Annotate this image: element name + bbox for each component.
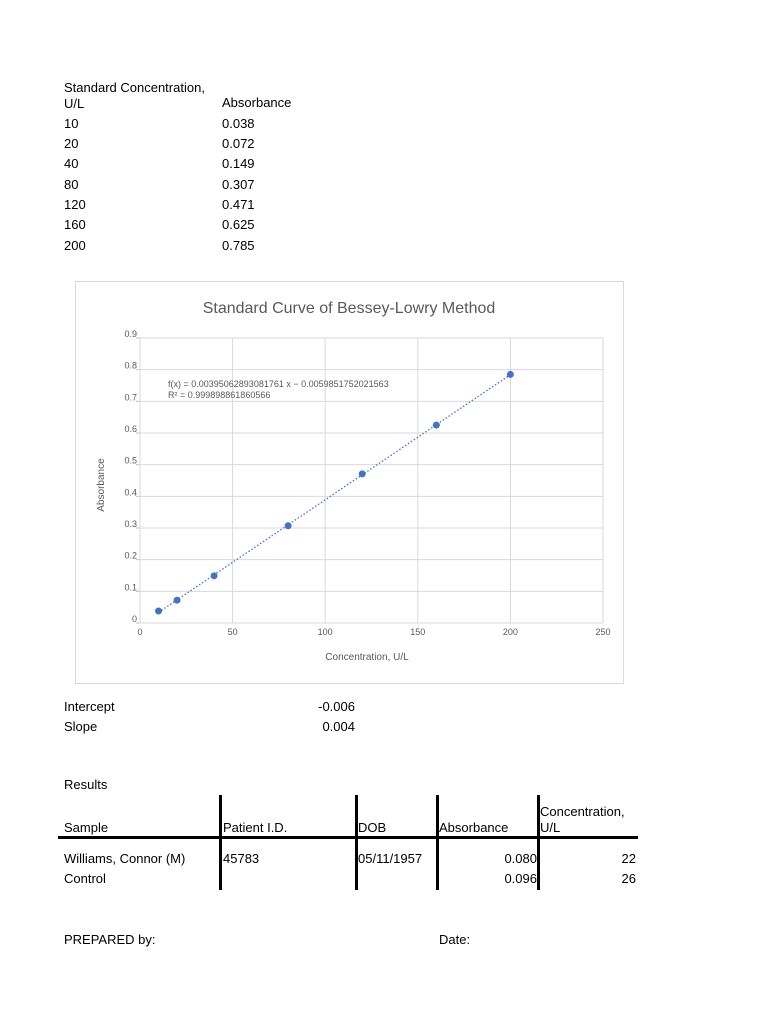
data-point: [507, 371, 514, 378]
std-conc-cell: 40: [64, 156, 79, 171]
std-abs-cell: 0.149: [222, 156, 255, 171]
column-divider: [436, 795, 439, 890]
std-conc-cell: 200: [64, 238, 86, 253]
column-divider: [219, 795, 222, 890]
result-sample: Control: [64, 871, 106, 886]
header-sample: Sample: [64, 820, 109, 835]
std-conc-header-line2: U/L: [64, 96, 85, 111]
y-tick-label: 0: [131, 614, 137, 624]
header-concentration-line2: U/L: [540, 820, 561, 835]
x-axis-ticks: [137, 627, 610, 637]
y-tick-label: 0.5: [124, 455, 137, 466]
y-axis-ticks: [124, 329, 137, 624]
r-squared-label: R² = 0.999898861860566: [168, 390, 271, 400]
std-abs-cell: 0.785: [222, 238, 255, 253]
std-conc-cell: 20: [64, 136, 79, 151]
header-concentration-line1: Concentration,: [540, 804, 625, 819]
result-concentration: 22: [621, 851, 636, 866]
results-title: Results: [64, 777, 108, 792]
data-point: [285, 522, 292, 529]
x-tick-label: 250: [595, 627, 611, 637]
x-tick-label: 150: [410, 627, 426, 637]
data-point: [433, 422, 440, 429]
x-axis-label: Concentration, U/L: [325, 652, 409, 663]
std-abs-header: Absorbance: [222, 95, 292, 110]
x-tick-label: 200: [502, 627, 518, 637]
chart-title: Standard Curve of Bessey-Lowry Method: [202, 300, 496, 317]
header-concentration: [540, 804, 625, 836]
intercept-label: Intercept: [64, 699, 115, 714]
y-axis-label: Absorbance: [96, 458, 107, 512]
std-conc-cell: 160: [64, 217, 86, 232]
column-divider: [355, 795, 358, 890]
header-absorbance: Absorbance: [439, 820, 509, 835]
result-concentration: 26: [621, 871, 636, 886]
std-conc-cell: 10: [64, 116, 79, 131]
data-point: [211, 572, 218, 579]
y-tick-label: 0.2: [124, 550, 137, 561]
result-sample: Williams, Connor (M): [64, 851, 186, 866]
result-patient-id: 45783: [223, 851, 260, 866]
result-dob: 05/11/1957: [358, 851, 423, 866]
y-tick-label: 0.9: [124, 329, 137, 339]
std-conc-cell: 80: [64, 177, 79, 192]
y-tick-label: 0.1: [124, 582, 137, 593]
slope-value: 0.004: [322, 719, 355, 734]
data-point: [155, 607, 162, 614]
prepared-by-label: PREPARED by:: [64, 932, 156, 947]
y-tick-label: 0.7: [124, 392, 137, 403]
std-conc-header-line1: Standard Concentration,: [64, 80, 205, 95]
data-point: [359, 470, 366, 477]
standard-curve-chart: [76, 282, 623, 683]
slope-label: Slope: [64, 719, 98, 734]
y-tick-label: 0.8: [124, 360, 137, 371]
x-tick-label: 100: [317, 627, 333, 637]
header-patient-id: Patient I.D.: [223, 820, 288, 835]
data-point: [174, 597, 181, 604]
intercept-value: -0.006: [318, 699, 355, 714]
std-abs-cell: 0.307: [222, 177, 255, 192]
std-conc-cell: 120: [64, 197, 86, 212]
std-abs-cell: 0.038: [222, 116, 255, 131]
date-label: Date:: [439, 932, 471, 947]
std-conc-header: [64, 80, 205, 112]
header-dob: DOB: [358, 820, 387, 835]
trendline-equation: f(x) = 0.00395062893081761 x − 0.0059851752021563: [168, 379, 389, 389]
header-rule: [58, 836, 638, 839]
std-abs-cell: 0.072: [222, 136, 255, 151]
result-absorbance: 0.080: [504, 851, 537, 866]
chart-container[interactable]: [75, 281, 624, 684]
std-abs-cell: 0.625: [222, 217, 255, 232]
std-abs-cell: 0.471: [222, 197, 255, 212]
result-absorbance: 0.096: [504, 871, 537, 886]
y-tick-label: 0.4: [124, 487, 137, 498]
y-tick-label: 0.6: [124, 424, 137, 434]
x-tick-label: 0: [137, 627, 143, 637]
y-tick-label: 0.3: [124, 519, 137, 529]
x-tick-label: 50: [227, 627, 238, 637]
